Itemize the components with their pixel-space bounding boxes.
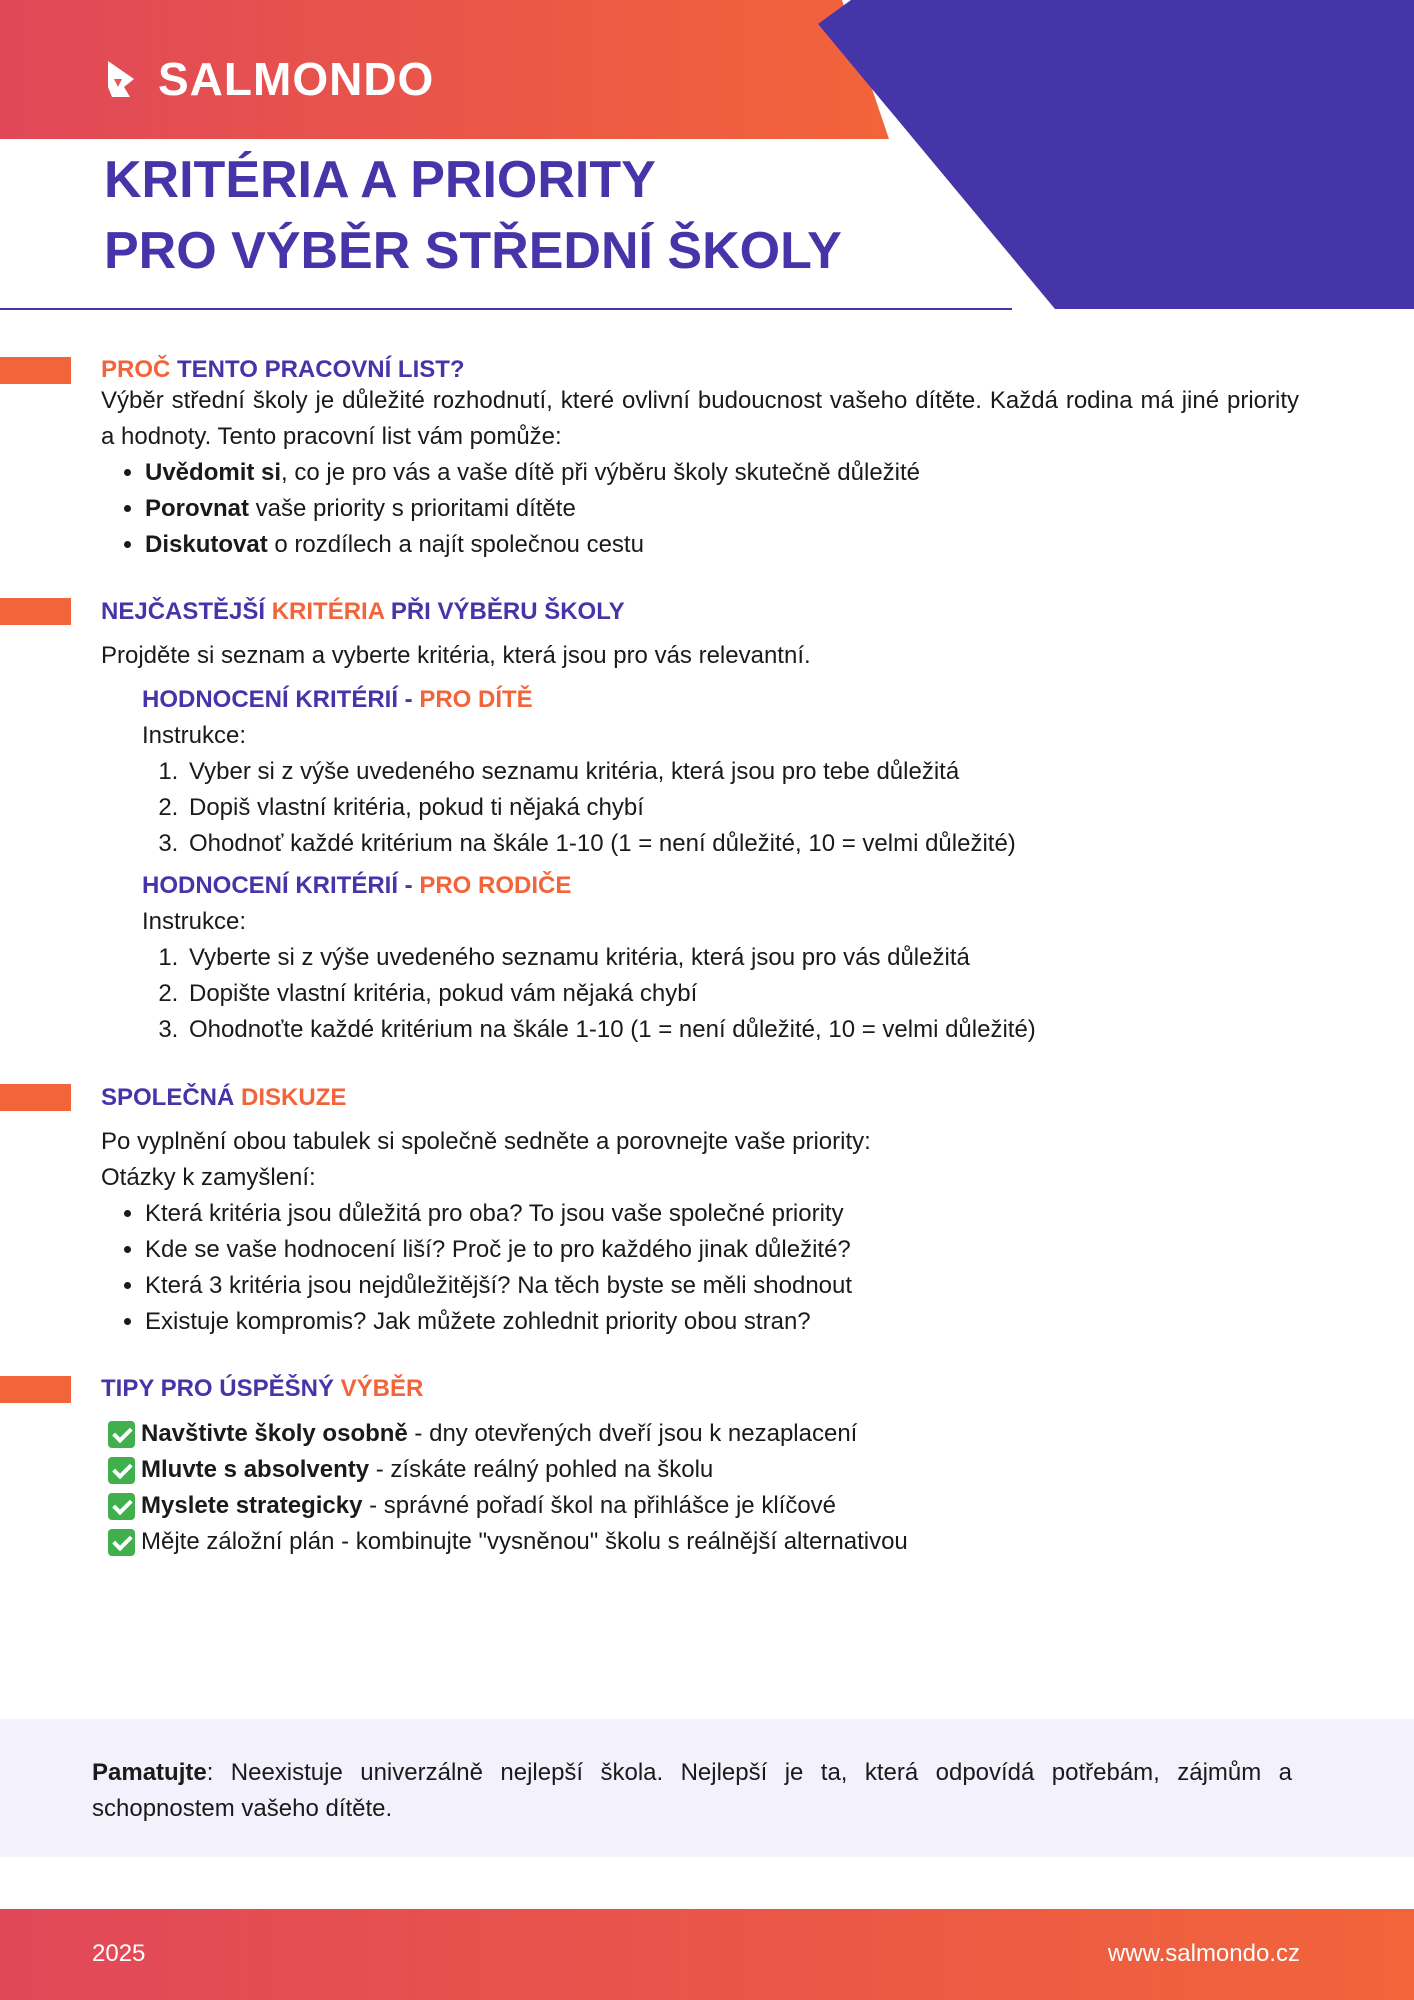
remember-text: Pamatujte: Neexistuje univerzálně nejlepší škola. Nejlepší je ta, která odpovídá potřebám, zájmům a schopnostem vašeho dítěte. bbox=[92, 1759, 1292, 1822]
list-item: • Diskutovat o rozdílech a najít společnou cestu bbox=[145, 527, 1299, 563]
checkmark-icon bbox=[108, 1529, 135, 1556]
instructions-label: Instrukce: bbox=[142, 908, 247, 935]
list-item: 1. Vyber si z výše uvedeného seznamu kritéria, která jsou pro tebe důležitá bbox=[185, 754, 1016, 790]
why-bullet-list bbox=[101, 455, 1299, 563]
footer-url[interactable]: www.salmondo.cz bbox=[1107, 1940, 1300, 1967]
list-item: 2. Dopiš vlastní kritéria, pokud ti nějaká chybí bbox=[185, 790, 1016, 826]
subsection-title-child: HODNOCENÍ KRITÉRIÍ - PRO DÍTĚ bbox=[142, 686, 533, 713]
footer bbox=[0, 1909, 1414, 2000]
child-instructions bbox=[142, 718, 1016, 862]
list-item: • Uvědomit si, co je pro vás a vaše dítě při výběru školy skutečně důležité bbox=[145, 455, 1299, 491]
brand bbox=[102, 52, 434, 106]
instructions-label: Instrukce: bbox=[142, 722, 247, 749]
list-item: • Existuje kompromis? Jak můžete zohlednit priority obou stran? bbox=[145, 1304, 1299, 1340]
list-item: • Která kritéria jsou důležitá pro oba? To jsou vaše společné priority bbox=[145, 1196, 1299, 1232]
checkmark-icon bbox=[108, 1421, 135, 1448]
footer-year: 2025 bbox=[92, 1940, 146, 1967]
section-title-tips: TIPY PRO ÚSPĚŠNÝ VÝBĚR bbox=[101, 1375, 424, 1402]
tip-item: Mluvte s absolventy - získáte reálný pohled na školu bbox=[108, 1452, 908, 1488]
list-item: • Kde se vaše hodnocení liší? Proč je to pro každého jinak důležité? bbox=[145, 1232, 1299, 1268]
parent-instructions bbox=[142, 904, 1036, 1048]
header-purple-block bbox=[818, 0, 1414, 309]
title-line-1: KRITÉRIA A PRIORITY bbox=[104, 151, 656, 209]
list-item: • Která 3 kritéria jsou nejdůležitější? Na těch byste se měli shodnout bbox=[145, 1268, 1299, 1304]
criteria-intro: Projděte si seznam a vyberte kritéria, která jsou pro vás relevantní. bbox=[101, 642, 811, 669]
discussion-body bbox=[101, 1124, 1299, 1340]
title-line-2: PRO VÝBĚR STŘEDNÍ ŠKOLY bbox=[104, 222, 842, 280]
section-marker bbox=[0, 1376, 71, 1403]
section-why-body bbox=[101, 383, 1299, 563]
section-marker bbox=[0, 1084, 71, 1111]
discussion-line-1: Po vyplnění obou tabulek si společně sedněte a porovnejte vaše priority: bbox=[101, 1128, 871, 1155]
list-item: • Porovnat vaše priority s prioritami dítěte bbox=[145, 491, 1299, 527]
section-marker bbox=[0, 598, 71, 625]
tip-item: Navštivte školy osobně - dny otevřených dveří jsou k nezaplacení bbox=[108, 1416, 908, 1452]
brand-name: SALMONDO bbox=[158, 53, 435, 105]
child-steps bbox=[142, 754, 1016, 862]
discussion-line-2: Otázky k zamyšlení: bbox=[101, 1164, 316, 1191]
parent-steps bbox=[142, 940, 1036, 1048]
salmondo-logo-icon bbox=[102, 57, 140, 101]
header-divider bbox=[0, 308, 1012, 310]
tip-item: Mějte záložní plán - kombinujte "vysněnou" školu s reálnější alternativou bbox=[108, 1524, 908, 1560]
checkmark-icon bbox=[108, 1493, 135, 1520]
list-item: 2. Dopište vlastní kritéria, pokud vám nějaká chybí bbox=[185, 976, 1036, 1012]
section-title-why: PROČ TENTO PRACOVNÍ LIST? bbox=[101, 356, 465, 383]
section-marker bbox=[0, 357, 71, 384]
checkmark-icon bbox=[108, 1457, 135, 1484]
discussion-questions bbox=[101, 1196, 1299, 1340]
section-title-criteria: NEJČASTĚJŠÍ KRITÉRIA PŘI VÝBĚRU ŠKOLY bbox=[101, 598, 625, 625]
subsection-title-parent: HODNOCENÍ KRITÉRIÍ - PRO RODIČE bbox=[142, 872, 572, 899]
section-title-discussion: SPOLEČNÁ DISKUZE bbox=[101, 1084, 347, 1111]
remember-box bbox=[0, 1719, 1414, 1857]
page-title bbox=[104, 145, 842, 287]
list-item: 3. Ohodnoť každé kritérium na škále 1-10 (1 = není důležité, 10 = velmi důležité) bbox=[185, 826, 1016, 862]
why-intro: Výběr střední školy je důležité rozhodnutí, které ovlivní budoucnost vašeho dítěte. Každá rodina má jiné priority a hodnoty. Tento pracovní list vám pomůže: bbox=[101, 387, 1299, 450]
tip-item: Myslete strategicky - správné pořadí škol na přihlášce je klíčové bbox=[108, 1488, 908, 1524]
list-item: 1. Vyberte si z výše uvedeného seznamu kritéria, která jsou pro vás důležitá bbox=[185, 940, 1036, 976]
tips-list bbox=[108, 1416, 908, 1560]
list-item: 3. Ohodnoťte každé kritérium na škále 1-10 (1 = není důležité, 10 = velmi důležité) bbox=[185, 1012, 1036, 1048]
